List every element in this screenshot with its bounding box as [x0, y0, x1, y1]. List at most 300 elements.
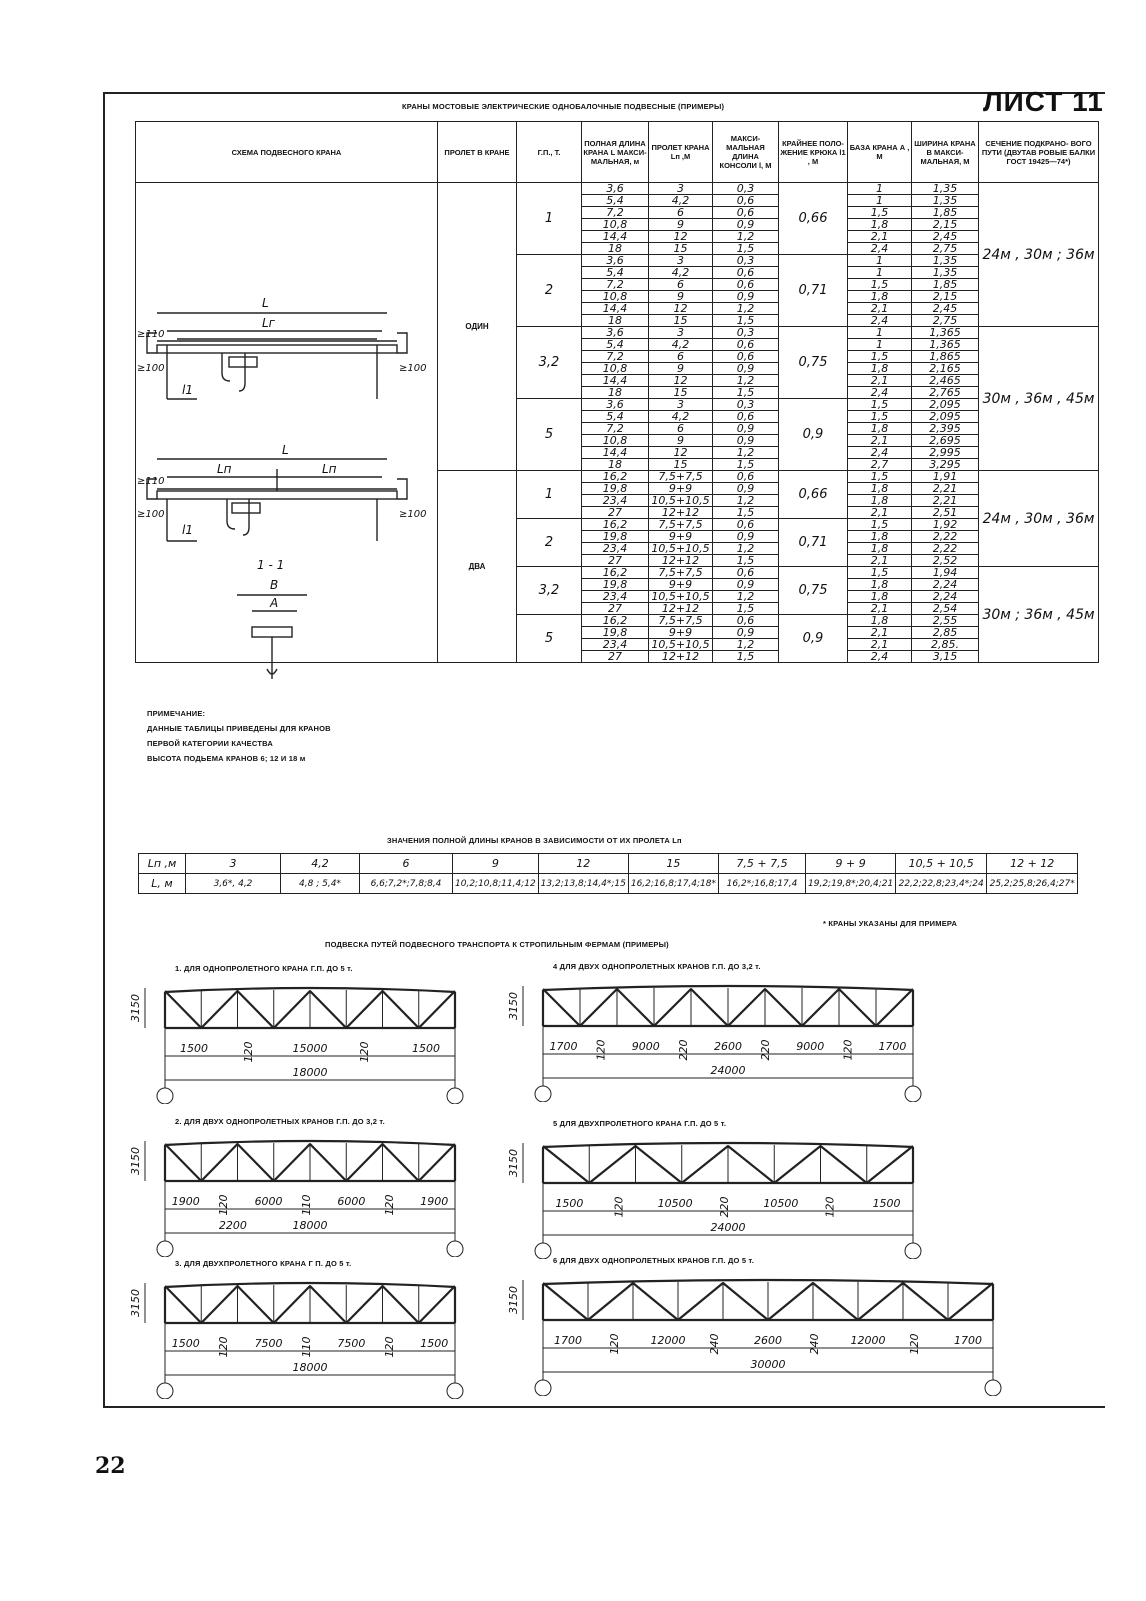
console-cell: 1,5 [713, 651, 779, 663]
truss-drawing [125, 974, 495, 1104]
full-length-cell: 27 [582, 651, 649, 663]
capacity-cell: 2 [517, 255, 582, 327]
base-cell: 2,1 [848, 603, 912, 615]
base-cell: 1,8 [848, 219, 912, 231]
console-cell: 1,2 [713, 591, 779, 603]
base-cell: 2,1 [848, 435, 912, 447]
hook-cell: 0,71 [779, 255, 848, 327]
width-cell: 2,165 [912, 363, 979, 375]
truss-dimension: 1500 [412, 1042, 440, 1055]
note [147, 706, 331, 766]
header-scheme: СХЕМА ПОДВЕСНОГО КРАНА [136, 122, 438, 183]
truss-dimension: 120 [242, 1041, 255, 1063]
trusses-caption: ПОДВЕСКА ПУТЕЙ ПОДВЕСНОГО ТРАНСПОРТА К СТРОПИЛЬНЫМ ФЕРМАМ (ПРИМЕРЫ) [325, 940, 669, 949]
hook-cell: 0,9 [779, 615, 848, 663]
width-cell: 2,75 [912, 243, 979, 255]
base-cell: 2,1 [848, 303, 912, 315]
crane-span-cell: 15 [649, 315, 713, 327]
crane-scheme-drawing [137, 279, 437, 699]
full-length-cell: 3,6 [582, 399, 649, 411]
width-cell: 1,94 [912, 567, 979, 579]
values-cell: 6,6;7,2*;7,8;8,4 [360, 874, 453, 894]
values-cell: 7,5 + 7,5 [719, 854, 806, 874]
crane-span-cell: 7,5+7,5 [649, 519, 713, 531]
hook-cell: 0,9 [779, 399, 848, 471]
crane-span-cell: 9+9 [649, 579, 713, 591]
section-cell: 24м , 30м ; 36м [979, 183, 1099, 327]
truss-dimension: 120 [908, 1333, 921, 1355]
base-cell: 1,5 [848, 351, 912, 363]
base-cell: 1,8 [848, 291, 912, 303]
console-cell: 0,9 [713, 435, 779, 447]
crane-span-cell: 7,5+7,5 [649, 567, 713, 579]
capacity-cell: 5 [517, 399, 582, 471]
truss-dimension: 110 [300, 1336, 313, 1358]
crane-span-cell: 10,5+10,5 [649, 543, 713, 555]
console-cell: 1,2 [713, 543, 779, 555]
values-cell: 19,2;19,8*;20,4;21 [806, 874, 896, 894]
width-cell: 2,55 [912, 615, 979, 627]
crane-span-cell: 7,5+7,5 [649, 471, 713, 483]
base-cell: 1,5 [848, 411, 912, 423]
truss-dimension: 120 [382, 1194, 396, 1216]
full-length-cell: 14,4 [582, 447, 649, 459]
truss-dimension: 1900 [420, 1195, 449, 1208]
base-cell: 1,5 [848, 399, 912, 411]
width-cell: 2,15 [912, 291, 979, 303]
truss-dimension: 1900 [171, 1195, 200, 1208]
crane-span-cell: 4,2 [649, 411, 713, 423]
crane-span-cell: 15 [649, 243, 713, 255]
crane-span-cell: 7,5+7,5 [649, 615, 713, 627]
full-length-cell: 19,8 [582, 627, 649, 639]
full-length-cell: 18 [582, 387, 649, 399]
truss-dimension: 1700 [554, 1334, 582, 1347]
truss-dimension: 1700 [878, 1040, 907, 1053]
base-cell: 2,4 [848, 315, 912, 327]
truss-dimension: 9000 [631, 1040, 660, 1053]
drawing-sheet [103, 86, 1105, 1408]
values-footnote: * КРАНЫ УКАЗАНЫ ДЛЯ ПРИМЕРА [823, 919, 958, 928]
console-cell: 0,6 [713, 567, 779, 579]
full-length-cell: 16,2 [582, 519, 649, 531]
base-cell: 2,1 [848, 231, 912, 243]
truss-dimension: 30000 [750, 1358, 786, 1371]
width-cell: 1,35 [912, 183, 979, 195]
console-cell: 1,2 [713, 639, 779, 651]
width-cell: 2,15 [912, 219, 979, 231]
full-length-cell: 7,2 [582, 279, 649, 291]
truss-dimension: 3150 [507, 1149, 520, 1177]
sheet-label: ЛИСТ 11 [983, 86, 1104, 117]
header-width: ШИРИНА КРАНА В МАКСИ- МАЛЬНАЯ, М [912, 122, 979, 183]
width-cell: 2,54 [912, 603, 979, 615]
header-capacity: Г.П., Т. [517, 122, 582, 183]
truss-dimension: 15000 [292, 1042, 328, 1055]
truss-dimension: 120 [358, 1041, 371, 1063]
truss-dimension: 120 [217, 1194, 231, 1216]
console-cell: 1,2 [713, 375, 779, 387]
crane-span-cell: 12 [649, 231, 713, 243]
truss-dimension: 1500 [420, 1337, 449, 1350]
full-length-cell: 3,6 [582, 183, 649, 195]
truss-dimension: 3150 [129, 1289, 142, 1317]
truss-title: 4 ДЛЯ ДВУХ ОДНОПРОЛЕТНЫХ КРАНОВ Г.П. ДО 3,2 т. [553, 962, 761, 971]
truss-dimension: 24000 [710, 1221, 746, 1234]
base-cell: 1,5 [848, 279, 912, 291]
full-length-cell: 19,8 [582, 579, 649, 591]
header-crane-span: ПРОЛЕТ КРАНА Lп ,М [649, 122, 713, 183]
width-cell: 1,35 [912, 255, 979, 267]
console-cell: 0,6 [713, 339, 779, 351]
section-label-A: А [270, 596, 279, 610]
truss-dimension: 220 [718, 1196, 731, 1218]
crane-span-cell: 3 [649, 255, 713, 267]
crane-span-cell: 12+12 [649, 651, 713, 663]
console-cell: 1,5 [713, 243, 779, 255]
values-label-length: L, м [139, 874, 186, 894]
crane-span-cell: 4,2 [649, 195, 713, 207]
full-length-cell: 14,4 [582, 375, 649, 387]
base-cell: 1 [848, 339, 912, 351]
base-cell: 1,5 [848, 567, 912, 579]
note-title: ПРИМЕЧАНИЕ: [147, 709, 206, 718]
console-cell: 1,5 [713, 459, 779, 471]
full-length-cell: 27 [582, 603, 649, 615]
truss-dimension: 220 [759, 1039, 773, 1061]
width-cell: 3,15 [912, 651, 979, 663]
crane-span-cell: 4,2 [649, 339, 713, 351]
crane-span-cell: 3 [649, 327, 713, 339]
crane-span-cell: 15 [649, 459, 713, 471]
truss-title: 3. ДЛЯ ДВУХПРОЛЕТНОГО КРАНА Г П. ДО 5 т. [175, 1259, 352, 1268]
base-cell: 1,8 [848, 543, 912, 555]
truss-dimension: 3150 [507, 1286, 520, 1314]
truss-dimension: 10500 [657, 1197, 693, 1210]
dim-100-left-2: ≥100 [137, 509, 165, 520]
truss-dimension: 7500 [254, 1337, 283, 1350]
capacity-cell: 1 [517, 183, 582, 255]
full-length-cell: 23,4 [582, 639, 649, 651]
capacity-cell: 3,2 [517, 567, 582, 615]
truss-dimension: 2600 [714, 1040, 742, 1053]
truss-dimension: 10500 [763, 1197, 799, 1210]
dim-100-right: ≥100 [399, 363, 427, 374]
console-cell: 0,6 [713, 267, 779, 279]
width-cell: 2,24 [912, 579, 979, 591]
section-cell: 30м , 36м , 45м [979, 327, 1099, 471]
console-cell: 0,9 [713, 423, 779, 435]
truss-dimension: 18000 [292, 1361, 328, 1374]
base-cell: 2,1 [848, 555, 912, 567]
truss-drawing [503, 1129, 953, 1259]
console-cell: 0,9 [713, 579, 779, 591]
base-cell: 1,8 [848, 423, 912, 435]
console-cell: 1,5 [713, 603, 779, 615]
truss-dimension: 120 [382, 1336, 396, 1358]
full-length-cell: 10,8 [582, 219, 649, 231]
base-cell: 1 [848, 183, 912, 195]
width-cell: 2,75 [912, 315, 979, 327]
dim-110-left: ≥110 [137, 329, 165, 340]
section-label: 1 - 1 [257, 558, 285, 572]
console-cell: 0,6 [713, 471, 779, 483]
full-length-cell: 5,4 [582, 339, 649, 351]
truss-title: 5 ДЛЯ ДВУХПРОЛЕТНОГО КРАНА Г.П. ДО 5 т. [553, 1119, 727, 1128]
width-cell: 1,85 [912, 207, 979, 219]
full-length-cell: 27 [582, 507, 649, 519]
truss-dimension: 1500 [180, 1042, 208, 1055]
crane-span-cell: 3 [649, 399, 713, 411]
values-label-span: Lп ,м [139, 854, 186, 874]
console-cell: 1,2 [713, 231, 779, 243]
width-cell: 1,91 [912, 471, 979, 483]
full-length-cell: 14,4 [582, 303, 649, 315]
crane-span-cell: 3 [649, 183, 713, 195]
note-line-3: ВЫСОТА ПОДЬЕМА КРАНОВ 6; 12 И 18 м [147, 754, 306, 763]
truss-dimension: 1500 [171, 1337, 200, 1350]
truss-dimension: 120 [823, 1196, 837, 1218]
width-cell: 1,865 [912, 351, 979, 363]
width-cell: 2,21 [912, 495, 979, 507]
crane-span-cell: 10,5+10,5 [649, 591, 713, 603]
truss-dimension: 1500 [555, 1197, 584, 1210]
base-cell: 1,5 [848, 207, 912, 219]
width-cell: 2,52 [912, 555, 979, 567]
header-base: БАЗА КРАНА А , М [848, 122, 912, 183]
section-cell: 24м , 30м , 36м [979, 471, 1099, 567]
base-cell: 2,1 [848, 375, 912, 387]
truss-dimension: 240 [808, 1333, 821, 1355]
table-row [136, 183, 1099, 195]
truss-dimension: 220 [676, 1039, 690, 1061]
full-length-cell: 5,4 [582, 267, 649, 279]
width-cell: 1,35 [912, 195, 979, 207]
truss-dimension: 110 [300, 1194, 313, 1216]
console-cell: 0,6 [713, 615, 779, 627]
truss-dimension: 18000 [292, 1219, 328, 1232]
full-length-cell: 7,2 [582, 207, 649, 219]
capacity-cell: 1 [517, 471, 582, 519]
truss-drawing [125, 1127, 495, 1257]
crane-span-cell: 9 [649, 363, 713, 375]
full-length-cell: 19,8 [582, 483, 649, 495]
truss-dimension: 120 [608, 1333, 621, 1355]
header-span: ПРОЛЕТ В КРАНЕ [438, 122, 517, 183]
header-section: СЕЧЕНИЕ ПОДКРАНО- ВОГО ПУТИ (ДВУТАВ РОВЫЕ БАЛКИ ГОСТ 19425—74*) [979, 122, 1099, 183]
width-cell: 2,22 [912, 543, 979, 555]
console-cell: 1,2 [713, 303, 779, 315]
values-cell: 10,2;10,8;11,4;12 [453, 874, 539, 894]
console-cell: 0,9 [713, 219, 779, 231]
truss-dimension: 240 [708, 1333, 721, 1355]
full-length-cell: 23,4 [582, 495, 649, 507]
full-length-cell: 18 [582, 243, 649, 255]
width-cell: 2,21 [912, 483, 979, 495]
full-length-cell: 10,8 [582, 291, 649, 303]
section-label-B: В [270, 578, 279, 592]
base-cell: 1 [848, 195, 912, 207]
full-length-cell: 23,4 [582, 543, 649, 555]
base-cell: 2,1 [848, 639, 912, 651]
crane-span-cell: 6 [649, 279, 713, 291]
width-cell: 2,095 [912, 399, 979, 411]
base-cell: 1 [848, 267, 912, 279]
truss-subdimension: 2200 [218, 1219, 247, 1232]
width-cell: 1,85 [912, 279, 979, 291]
crane-span-cell: 6 [649, 351, 713, 363]
console-cell: 0,3 [713, 183, 779, 195]
console-cell: 0,9 [713, 627, 779, 639]
full-length-cell: 7,2 [582, 351, 649, 363]
truss-dimension: 9000 [796, 1040, 825, 1053]
truss-dimension: 120 [841, 1039, 855, 1061]
width-cell: 2,395 [912, 423, 979, 435]
values-cell: 3,6*, 4,2 [186, 874, 281, 894]
crane-span-cell: 12+12 [649, 555, 713, 567]
scheme-label-Lr: Lг [262, 316, 275, 330]
full-length-cell: 7,2 [582, 423, 649, 435]
values-cell: 22,2;22,8;23,4*;24 [896, 874, 987, 894]
width-cell: 2,85 [912, 627, 979, 639]
truss-dimension: 120 [217, 1336, 231, 1358]
full-length-cell: 23,4 [582, 591, 649, 603]
console-cell: 0,6 [713, 195, 779, 207]
scheme2-label-Ln-right: Lп [322, 462, 337, 476]
console-cell: 0,9 [713, 483, 779, 495]
scheme2-label-Ln-left: Lп [217, 462, 232, 476]
console-cell: 0,6 [713, 519, 779, 531]
values-cell: 6 [360, 854, 453, 874]
full-length-cell: 3,6 [582, 255, 649, 267]
scheme-label-L: L [262, 296, 269, 310]
full-length-cell: 10,8 [582, 363, 649, 375]
truss-dimension: 120 [612, 1196, 626, 1218]
values-row-span [139, 854, 1078, 874]
dim-100-right-2: ≥100 [399, 509, 427, 520]
full-length-cell: 16,2 [582, 567, 649, 579]
console-cell: 1,2 [713, 447, 779, 459]
crane-span-cell: 12 [649, 447, 713, 459]
values-cell: 9 [453, 854, 539, 874]
console-cell: 1,5 [713, 315, 779, 327]
crane-span-cell: 12 [649, 303, 713, 315]
crane-span-cell: 12+12 [649, 603, 713, 615]
width-cell: 1,365 [912, 327, 979, 339]
values-cell: 13,2;13,8;14,4*;15 [538, 874, 628, 894]
base-cell: 1,8 [848, 531, 912, 543]
width-cell: 1,92 [912, 519, 979, 531]
base-cell: 1,8 [848, 363, 912, 375]
truss-drawing [503, 1266, 1033, 1396]
truss-drawing [503, 972, 953, 1102]
crane-span-cell: 15 [649, 387, 713, 399]
truss-dimension: 3150 [129, 1147, 142, 1175]
crane-span-cell: 9+9 [649, 531, 713, 543]
note-line-1: ДАННЫЕ ТАБЛИЦЫ ПРИВЕДЕНЫ ДЛЯ КРАНОВ [147, 724, 331, 733]
scheme2-label-L: L [282, 443, 289, 457]
hook-cell: 0,66 [779, 183, 848, 255]
full-length-cell: 14,4 [582, 231, 649, 243]
full-length-cell: 19,8 [582, 531, 649, 543]
width-cell: 2,22 [912, 531, 979, 543]
crane-span-cell: 6 [649, 423, 713, 435]
width-cell: 2,765 [912, 387, 979, 399]
full-length-cell: 5,4 [582, 411, 649, 423]
header-full-length: ПОЛНАЯ ДЛИНА КРАНА L МАКСИ- МАЛЬНАЯ, м [582, 122, 649, 183]
width-cell: 2,45 [912, 231, 979, 243]
section-cell: 30м ; 36м , 45м [979, 567, 1099, 663]
hook-cell: 0,75 [779, 327, 848, 399]
values-table [138, 853, 1078, 894]
console-cell: 1,5 [713, 555, 779, 567]
base-cell: 2,4 [848, 447, 912, 459]
truss-dimension: 2600 [754, 1334, 782, 1347]
full-length-cell: 27 [582, 555, 649, 567]
width-cell: 2,24 [912, 591, 979, 603]
base-cell: 1,8 [848, 495, 912, 507]
values-table-caption: ЗНАЧЕНИЯ ПОЛНОЙ ДЛИНЫ КРАНОВ В ЗАВИСИМОСТИ ОТ ИХ ПРОЛЕТА Lп [387, 836, 682, 845]
base-cell: 2,4 [848, 651, 912, 663]
console-cell: 0,3 [713, 399, 779, 411]
note-line-2: ПЕРВОЙ КАТЕГОРИИ КАЧЕСТВА [147, 739, 273, 748]
page-number: 22 [95, 1453, 126, 1479]
full-length-cell: 16,2 [582, 471, 649, 483]
span-one: ОДИН [438, 183, 517, 471]
values-cell: 10,5 + 10,5 [896, 854, 987, 874]
console-cell: 0,6 [713, 351, 779, 363]
width-cell: 1,365 [912, 339, 979, 351]
truss-dimension: 1700 [549, 1040, 578, 1053]
base-cell: 1 [848, 255, 912, 267]
full-length-cell: 16,2 [582, 615, 649, 627]
width-cell: 2,465 [912, 375, 979, 387]
values-cell: 12 + 12 [987, 854, 1078, 874]
capacity-cell: 2 [517, 519, 582, 567]
base-cell: 1,8 [848, 615, 912, 627]
values-cell: 25,2;25,8;26,4;27* [987, 874, 1078, 894]
console-cell: 0,3 [713, 255, 779, 267]
scheme-label-l1: l1 [182, 383, 193, 397]
crane-span-cell: 12+12 [649, 507, 713, 519]
hook-cell: 0,66 [779, 471, 848, 519]
truss-dimension: 6000 [337, 1195, 366, 1208]
full-length-cell: 3,6 [582, 327, 649, 339]
span-two: ДВА [438, 471, 517, 663]
width-cell: 2,45 [912, 303, 979, 315]
truss-drawing [125, 1269, 495, 1399]
console-cell: 0,9 [713, 363, 779, 375]
dim-100-left: ≥100 [137, 363, 165, 374]
truss-dimension: 1700 [954, 1334, 982, 1347]
values-cell: 3 [186, 854, 281, 874]
truss-dimension: 12000 [650, 1334, 686, 1347]
truss-dimension: 18000 [292, 1066, 328, 1079]
base-cell: 2,4 [848, 243, 912, 255]
scheme2-label-l1: l1 [182, 523, 193, 537]
truss-dimension: 24000 [710, 1064, 746, 1077]
hook-cell: 0,71 [779, 519, 848, 567]
base-cell: 1 [848, 327, 912, 339]
crane-span-cell: 9 [649, 435, 713, 447]
truss-title: 1. ДЛЯ ОДНОПРОЛЕТНОГО КРАНА Г.П. ДО 5 т. [175, 964, 353, 973]
header-console: МАКСИ- МАЛЬНАЯ ДЛИНА КОНСОЛИ l, М [713, 122, 779, 183]
values-cell: 12 [538, 854, 628, 874]
values-cell: 16,2;16,8;17,4;18* [628, 874, 718, 894]
console-cell: 1,5 [713, 387, 779, 399]
console-cell: 0,6 [713, 207, 779, 219]
full-length-cell: 18 [582, 459, 649, 471]
